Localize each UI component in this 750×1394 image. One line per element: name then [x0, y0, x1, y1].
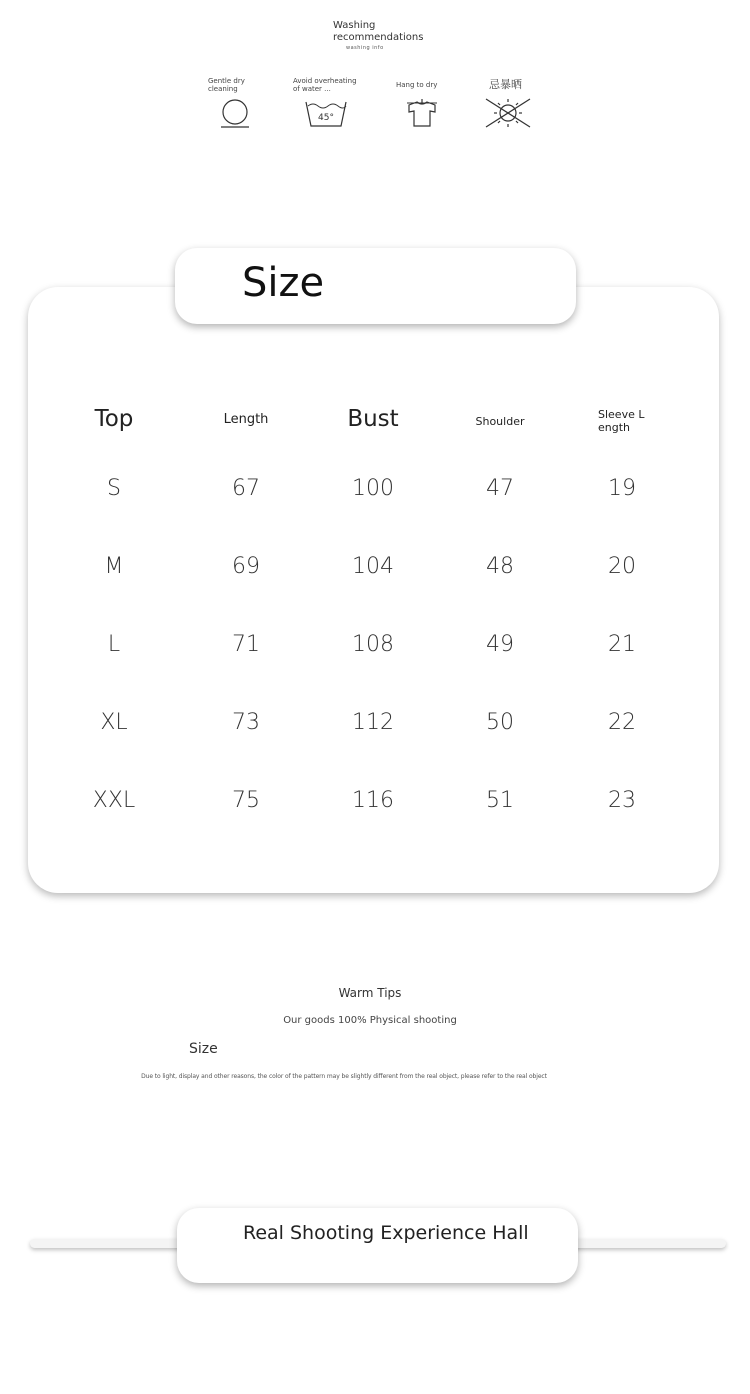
- header-length: Length: [223, 412, 269, 427]
- header-sleeve-length: Sleeve Length: [598, 408, 645, 434]
- table-cell: 23: [608, 788, 636, 813]
- table-cell: 19: [608, 476, 636, 501]
- table-cell: 73: [232, 710, 260, 735]
- real-shooting-tab: [177, 1208, 578, 1283]
- header-shoulder: Shoulder: [475, 415, 525, 428]
- table-cell: L: [107, 632, 121, 657]
- wash-45-icon: [304, 96, 348, 132]
- size-title-tab: [175, 248, 576, 324]
- washing-title: Washing recommendations: [333, 20, 424, 43]
- table-cell: 108: [352, 632, 394, 657]
- table-cell: 116: [352, 788, 394, 813]
- table-cell: 104: [352, 554, 394, 579]
- real-shooting-title: Real Shooting Experience Hall: [243, 1222, 529, 1244]
- table-cell: 100: [352, 476, 394, 501]
- tips-size-label: Size: [189, 1041, 218, 1057]
- tips-color-disclaimer: Due to light, display and other reasons, the color of the pattern may be slightly different from the real object, please refer to the real object: [141, 1073, 547, 1080]
- table-cell: 67: [232, 476, 260, 501]
- care-label-dry-clean: Gentle dry cleaning: [208, 77, 245, 93]
- header-bust: Bust: [347, 406, 399, 432]
- no-sun-icon: [486, 96, 530, 132]
- size-title: Size: [242, 260, 325, 306]
- dry-clean-icon: [213, 96, 257, 132]
- table-cell: 51: [486, 788, 514, 813]
- table-cell: 22: [608, 710, 636, 735]
- table-cell: 69: [232, 554, 260, 579]
- table-cell: 75: [232, 788, 260, 813]
- tips-physical-shooting: Our goods 100% Physical shooting: [283, 1015, 457, 1026]
- hang-dry-icon: [400, 96, 444, 132]
- table-cell: XL: [100, 710, 128, 735]
- wash-temperature: 45°: [318, 113, 334, 123]
- table-cell: 21: [608, 632, 636, 657]
- table-cell: 71: [232, 632, 260, 657]
- table-cell: 20: [608, 554, 636, 579]
- care-label-no-sun: 忌暴晒: [489, 78, 522, 91]
- care-label-wash: Avoid overheating of water ...: [293, 77, 357, 93]
- washing-subtitle: washing info: [346, 45, 384, 50]
- table-cell: S: [107, 476, 121, 501]
- header-top: Top: [94, 406, 134, 432]
- table-cell: M: [104, 554, 124, 579]
- table-cell: 50: [486, 710, 514, 735]
- table-cell: 49: [486, 632, 514, 657]
- table-cell: XXL: [92, 788, 136, 813]
- tips-title: Warm Tips: [338, 986, 402, 1000]
- table-cell: 47: [486, 476, 514, 501]
- care-label-hang-dry: Hang to dry: [396, 81, 438, 89]
- table-cell: 112: [352, 710, 394, 735]
- table-cell: 48: [486, 554, 514, 579]
